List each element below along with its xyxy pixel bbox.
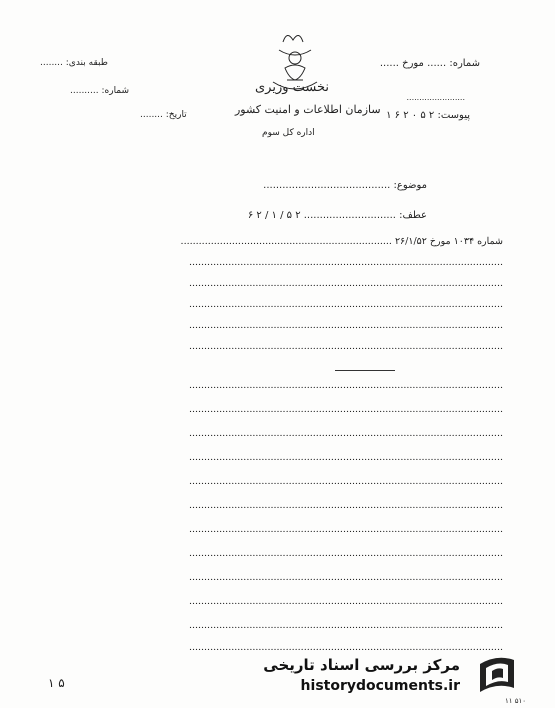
header-left-number: شماره: .......... xyxy=(70,86,130,96)
letterhead-organization: سازمان اطلاعات و امنیت کشور xyxy=(235,103,381,116)
body-line: ........................................................................................................ xyxy=(188,572,503,583)
body-line: شماره ۱۰۳۴ مورخ ۲۶/۱/۵۲ ...................................................................... xyxy=(180,236,503,247)
footer-page-code: ۵۱۰ ۱۱ xyxy=(505,697,527,705)
header-classification: طبقه بندی: ........ xyxy=(40,58,108,68)
header-number-line: شماره: ...... مورخ ...... xyxy=(379,58,480,69)
body-line: ........................................................................................................ xyxy=(188,341,503,352)
subject-line: موضوع: ........................................ xyxy=(263,180,427,191)
reference-line: عطف: ............................. ۲ ۵ / ۱ / ۲ ۶ xyxy=(247,210,427,221)
body-line: ........................................................................................................ xyxy=(188,500,503,511)
header-subline: ....................... xyxy=(406,93,465,102)
body-line: ........................................................................................................ xyxy=(188,299,503,310)
body-line: ........................................................................................................ xyxy=(188,524,503,535)
archive-logo-icon xyxy=(472,652,522,698)
body-line: ........................................................................................................ xyxy=(188,320,503,331)
footer-handwritten-mark: ۵ ۱ xyxy=(48,676,65,690)
body-line: ........................................................................................................ xyxy=(188,596,503,607)
header-attachment-line: پیوست: ۲ ۵ ۰ ۲ ۶ ۱ xyxy=(386,110,470,121)
body-line: ........................................................................................................ xyxy=(188,428,503,439)
body-line: ........................................................................................................ xyxy=(188,380,503,391)
header-left-date: تاریخ: ........ xyxy=(140,110,187,120)
body-line: ........................................................................................................ xyxy=(188,642,503,653)
watermark-name: مرکز بررسی اسناد تاریخی xyxy=(263,656,460,674)
body-line: ........................................................................................................ xyxy=(188,548,503,559)
body-line: ........................................................................................................ xyxy=(188,257,503,268)
body-line: ........................................................................................................ xyxy=(188,620,503,631)
watermark-url: historydocuments.ir xyxy=(300,678,460,694)
body-line: ........................................................................................................ xyxy=(188,278,503,289)
letterhead-office: اداره کل سوم xyxy=(262,128,315,138)
body-line: ........................................................................................................ xyxy=(188,476,503,487)
letterhead-ministry: نخست وزیری xyxy=(255,80,330,95)
archive-watermark xyxy=(263,650,530,700)
body-line: ........................................................................................................ xyxy=(188,404,503,415)
body-line: ........................................................................................................ xyxy=(188,452,503,463)
underline-mark xyxy=(335,370,395,371)
